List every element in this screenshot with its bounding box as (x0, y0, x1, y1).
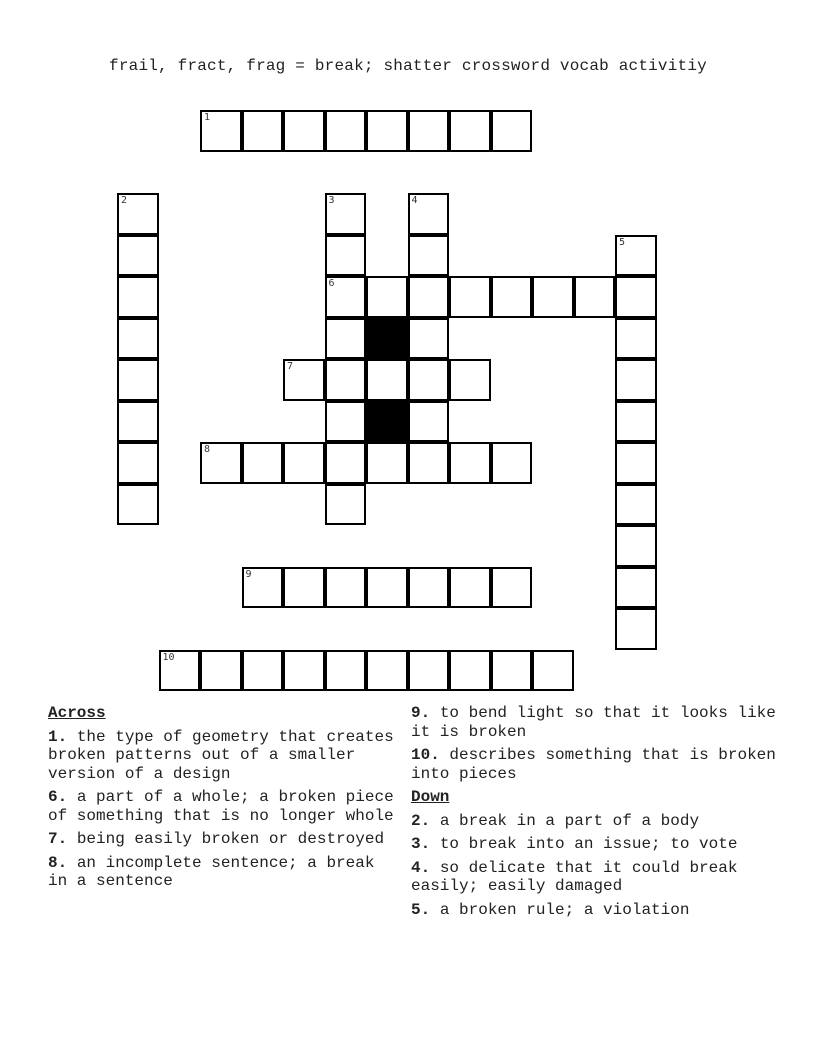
crossword-cell[interactable] (615, 318, 657, 360)
clue-text: the type of geometry that creates broken patterns out of a smaller version of a design (48, 727, 394, 783)
clues-left-column (48, 704, 398, 896)
crossword-cell[interactable] (283, 650, 325, 692)
crossword-cell[interactable] (532, 650, 574, 692)
crossword-cell[interactable] (283, 359, 325, 401)
crossword-cell[interactable] (200, 442, 242, 484)
down-clue-2 (411, 812, 781, 831)
crossword-cell[interactable] (408, 650, 450, 692)
crossword-cell[interactable] (491, 567, 533, 609)
clue-text: so delicate that it could break easily; easily damaged (411, 858, 738, 895)
down-heading: Down (411, 788, 450, 806)
crossword-cell[interactable] (325, 110, 367, 152)
crossword-cell[interactable] (491, 442, 533, 484)
clue-text: an incomplete sentence; a break in a sentence (48, 853, 375, 890)
clue-number: 1. (48, 727, 68, 746)
clue-number: 2. (411, 811, 431, 830)
crossword-cell[interactable] (615, 608, 657, 650)
clue-number-label: 4 (411, 195, 418, 206)
clue-number-label: 8 (204, 444, 211, 455)
crossword-cell[interactable] (117, 276, 159, 318)
crossword-cell[interactable] (491, 276, 533, 318)
crossword-cell[interactable] (283, 110, 325, 152)
down-clue-4 (411, 859, 781, 896)
across-clue-10 (411, 746, 781, 783)
clue-number: 3. (411, 835, 431, 853)
crossword-cell[interactable] (532, 276, 574, 318)
crossword-cell[interactable] (615, 359, 657, 401)
crossword-cell[interactable] (491, 650, 533, 692)
crossword-cell[interactable] (366, 110, 408, 152)
crossword-cell[interactable] (408, 235, 450, 277)
clue-text: a broken rule; a violation (439, 900, 690, 919)
crossword-cell[interactable] (117, 193, 159, 235)
clue-text: to bend light so that it looks like it is broken (411, 704, 776, 741)
crossword-cell[interactable] (615, 525, 657, 567)
crossword-cell[interactable] (325, 401, 367, 443)
clue-number: 9. (411, 704, 431, 722)
page-title: frail, fract, frag = break; shatter crossword vocab activitiy (109, 57, 707, 75)
crossword-cell[interactable] (615, 235, 657, 277)
crossword-cell[interactable] (408, 193, 450, 235)
clue-number-label: 3 (328, 195, 335, 206)
clue-text: to break into an issue; to vote (439, 835, 738, 853)
crossword-cell[interactable] (159, 650, 201, 692)
crossword-cell[interactable] (325, 193, 367, 235)
crossword-cell[interactable] (325, 442, 367, 484)
crossword-cell[interactable] (366, 359, 408, 401)
crossword-cell[interactable] (325, 318, 367, 360)
crossword-cell[interactable] (449, 567, 491, 609)
crossword-cell[interactable] (408, 276, 450, 318)
crossword-cell[interactable] (325, 567, 367, 609)
across-clue-1 (48, 728, 398, 784)
clue-number-label: 6 (328, 278, 335, 289)
crossword-cell[interactable] (117, 401, 159, 443)
clue-text: a break in a part of a body (439, 811, 700, 830)
crossword-cell[interactable] (200, 110, 242, 152)
across-clue-7 (48, 830, 398, 849)
crossword-cell[interactable] (449, 650, 491, 692)
down-clue-3 (411, 835, 781, 854)
crossword-cell[interactable] (242, 567, 284, 609)
clue-number-label: 10 (162, 651, 175, 663)
crossword-cell[interactable] (615, 484, 657, 526)
crossword-cell[interactable] (408, 110, 450, 152)
crossword-cell[interactable] (449, 276, 491, 318)
crossword-cell[interactable] (366, 442, 408, 484)
across-clue-8 (48, 854, 398, 891)
clue-number-label: 5 (619, 236, 626, 248)
crossword-cell[interactable] (325, 484, 367, 526)
clue-number: 10. (411, 746, 440, 764)
blocked-cell (366, 401, 408, 443)
crossword-cell[interactable] (408, 318, 450, 360)
clue-text: being easily broken or destroyed (76, 830, 385, 848)
clue-number-label: 2 (121, 195, 128, 206)
crossword-cell[interactable] (242, 650, 284, 692)
clue-number: 8. (48, 853, 68, 872)
crossword-cell[interactable] (325, 359, 367, 401)
clue-number-label: 7 (287, 361, 294, 372)
crossword-cell[interactable] (366, 276, 408, 318)
clue-number-label: 1 (204, 112, 211, 123)
crossword-cell[interactable] (117, 318, 159, 360)
crossword-cell[interactable] (366, 567, 408, 609)
crossword-cell[interactable] (408, 401, 450, 443)
crossword-cell[interactable] (615, 401, 657, 443)
crossword-cell[interactable] (325, 235, 367, 277)
across-heading: Across (48, 704, 106, 722)
crossword-cell[interactable] (408, 442, 450, 484)
crossword-cell[interactable] (325, 650, 367, 692)
crossword-cell[interactable] (615, 442, 657, 484)
crossword-cell[interactable] (200, 650, 242, 692)
crossword-cell[interactable] (449, 359, 491, 401)
crossword-cell[interactable] (283, 567, 325, 609)
crossword-cell[interactable] (242, 110, 284, 152)
down-clue-5 (411, 901, 781, 920)
crossword-cell[interactable] (117, 235, 159, 277)
blocked-cell (366, 318, 408, 360)
crossword-cell[interactable] (117, 442, 159, 484)
crossword-cell[interactable] (615, 276, 657, 318)
crossword-cell[interactable] (325, 276, 367, 318)
clue-number-label: 9 (245, 568, 252, 580)
clue-number: 6. (48, 788, 68, 806)
crossword-cell[interactable] (408, 359, 450, 401)
clue-number: 5. (411, 900, 431, 919)
crossword-cell[interactable] (242, 442, 284, 484)
clue-text: a part of a whole; a broken piece of something that is no longer whole (48, 788, 394, 825)
crossword-cell[interactable] (117, 484, 159, 526)
crossword-cell[interactable] (449, 110, 491, 152)
clues-right-column (411, 704, 781, 924)
crossword-cell[interactable] (615, 567, 657, 609)
crossword-cell[interactable] (117, 359, 159, 401)
clue-text: describes something that is broken into pieces (411, 746, 776, 783)
crossword-cell[interactable] (366, 650, 408, 692)
crossword-cell[interactable] (283, 442, 325, 484)
clue-number: 4. (411, 858, 431, 877)
crossword-cell[interactable] (449, 442, 491, 484)
across-clue-6 (48, 788, 398, 825)
crossword-cell[interactable] (574, 276, 616, 318)
crossword-cell[interactable] (491, 110, 533, 152)
clue-number: 7. (48, 830, 68, 848)
crossword-cell[interactable] (408, 567, 450, 609)
across-clue-9 (411, 704, 781, 741)
